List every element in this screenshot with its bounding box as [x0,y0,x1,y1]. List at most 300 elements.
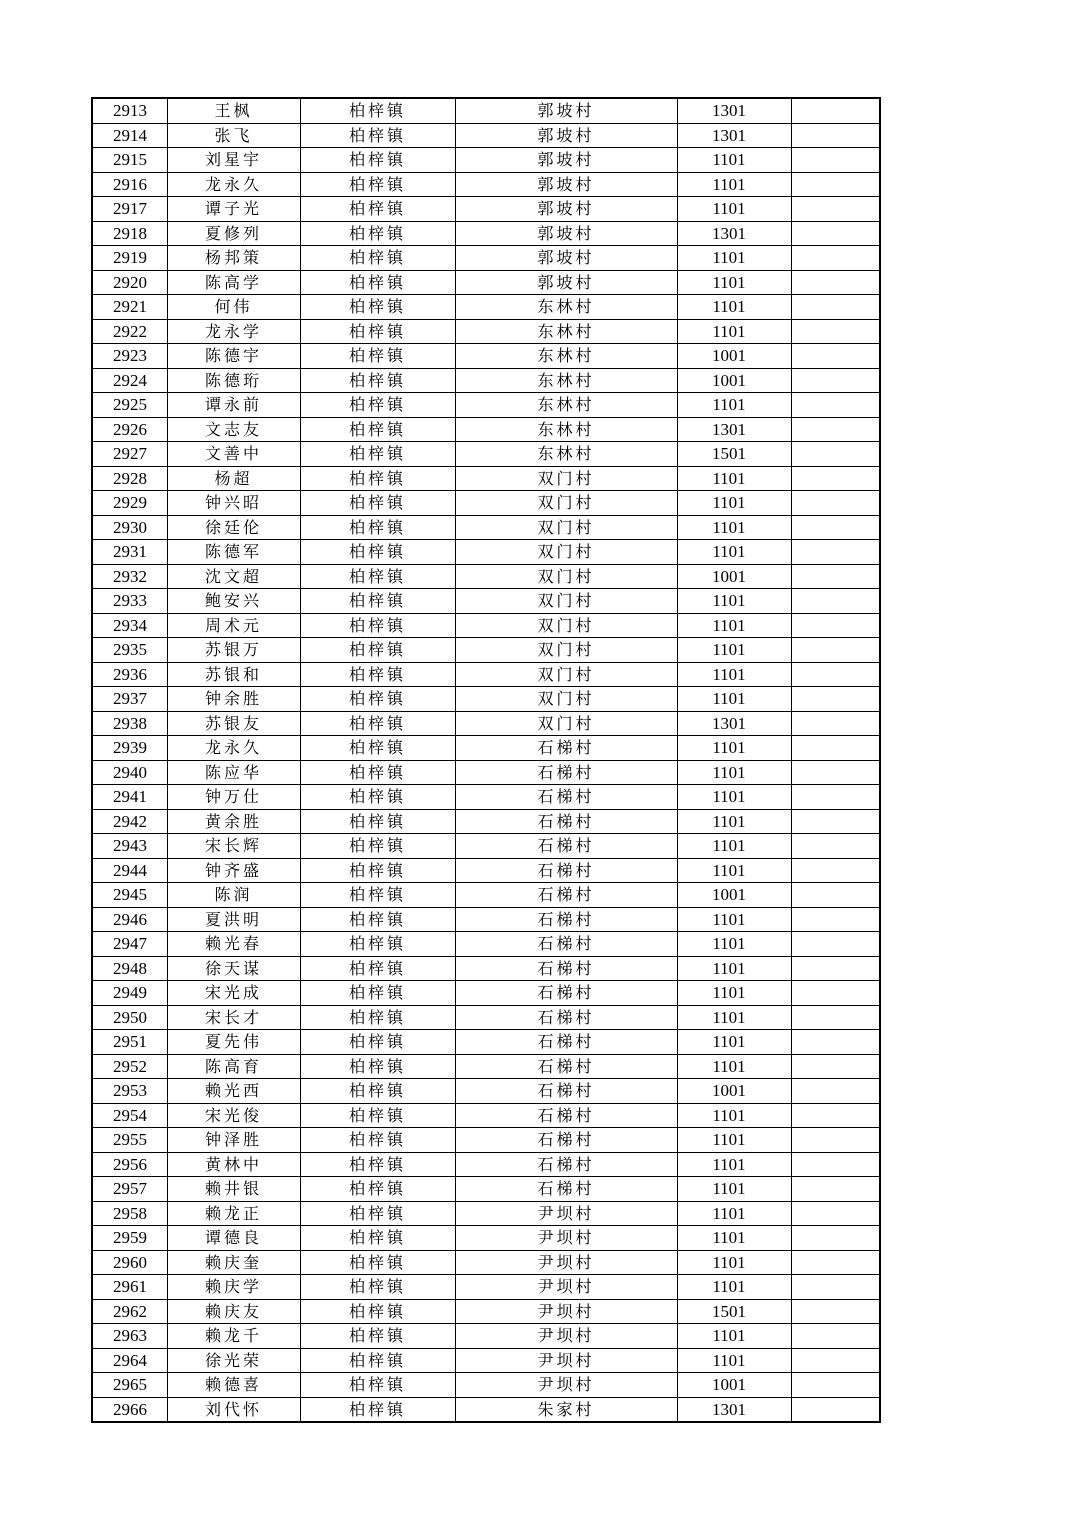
village-cell: 东林村 [455,368,677,393]
note-cell [791,197,880,222]
table-row [92,1103,880,1128]
table-row [92,270,880,295]
row-number-cell: 2919 [92,246,167,271]
town-cell: 柏梓镇 [300,491,455,516]
village-cell: 石梯村 [455,736,677,761]
person-name-cell: 苏银友 [167,711,300,736]
village-cell: 双门村 [455,515,677,540]
note-cell [791,736,880,761]
table-row [92,1373,880,1398]
village-cell: 双门村 [455,711,677,736]
note-cell [791,540,880,565]
row-number-cell: 2957 [92,1177,167,1202]
table-row [92,1005,880,1030]
row-number-cell: 2926 [92,417,167,442]
town-cell: 柏梓镇 [300,687,455,712]
table-row [92,1030,880,1055]
note-cell [791,1079,880,1104]
village-cell: 石梯村 [455,1054,677,1079]
row-number-cell: 2963 [92,1324,167,1349]
town-cell: 柏梓镇 [300,785,455,810]
village-cell: 石梯村 [455,834,677,859]
code-cell: 1001 [677,1373,791,1398]
note-cell [791,1103,880,1128]
village-cell: 尹坝村 [455,1250,677,1275]
town-cell: 柏梓镇 [300,981,455,1006]
village-cell: 东林村 [455,417,677,442]
village-cell: 石梯村 [455,1030,677,1055]
village-cell: 东林村 [455,442,677,467]
village-cell: 郭坡村 [455,197,677,222]
town-cell: 柏梓镇 [300,442,455,467]
table-row [92,662,880,687]
row-number-cell: 2920 [92,270,167,295]
person-name-cell: 宋光俊 [167,1103,300,1128]
village-cell: 双门村 [455,662,677,687]
code-cell: 1301 [677,417,791,442]
village-cell: 郭坡村 [455,98,677,123]
note-cell [791,344,880,369]
row-number-cell: 2930 [92,515,167,540]
row-number-cell: 2951 [92,1030,167,1055]
row-number-cell: 2944 [92,858,167,883]
row-number-cell: 2939 [92,736,167,761]
person-name-cell: 赖庆学 [167,1275,300,1300]
row-number-cell: 2945 [92,883,167,908]
code-cell: 1101 [677,687,791,712]
table-row [92,613,880,638]
note-cell [791,319,880,344]
person-name-cell: 夏洪明 [167,907,300,932]
person-name-cell: 赖龙正 [167,1201,300,1226]
code-cell: 1101 [677,932,791,957]
code-cell: 1001 [677,368,791,393]
table-row [92,540,880,565]
town-cell: 柏梓镇 [300,834,455,859]
village-cell: 尹坝村 [455,1324,677,1349]
row-number-cell: 2935 [92,638,167,663]
person-name-cell: 钟齐盛 [167,858,300,883]
code-cell: 1101 [677,785,791,810]
row-number-cell: 2937 [92,687,167,712]
town-cell: 柏梓镇 [300,1324,455,1349]
code-cell: 1101 [677,1177,791,1202]
table-row [92,589,880,614]
person-name-cell: 宋长才 [167,1005,300,1030]
row-number-cell: 2923 [92,344,167,369]
village-cell: 石梯村 [455,883,677,908]
table-row [92,172,880,197]
row-number-cell: 2938 [92,711,167,736]
code-cell: 1101 [677,1324,791,1349]
person-name-cell: 陈德宇 [167,344,300,369]
town-cell: 柏梓镇 [300,613,455,638]
note-cell [791,1177,880,1202]
table-row [92,1397,880,1422]
note-cell [791,1348,880,1373]
person-name-cell: 夏修列 [167,221,300,246]
note-cell [791,809,880,834]
table-row [92,711,880,736]
town-cell: 柏梓镇 [300,1373,455,1398]
code-cell: 1101 [677,1250,791,1275]
row-number-cell: 2927 [92,442,167,467]
table-row [92,442,880,467]
town-cell: 柏梓镇 [300,393,455,418]
town-cell: 柏梓镇 [300,589,455,614]
row-number-cell: 2961 [92,1275,167,1300]
village-cell: 石梯村 [455,1103,677,1128]
row-number-cell: 2966 [92,1397,167,1422]
town-cell: 柏梓镇 [300,1226,455,1251]
code-cell: 1101 [677,172,791,197]
row-number-cell: 2965 [92,1373,167,1398]
code-cell: 1101 [677,907,791,932]
note-cell [791,1226,880,1251]
person-name-cell: 龙永久 [167,172,300,197]
person-name-cell: 宋光成 [167,981,300,1006]
row-number-cell: 2931 [92,540,167,565]
town-cell: 柏梓镇 [300,466,455,491]
code-cell: 1101 [677,589,791,614]
person-name-cell: 陈润 [167,883,300,908]
person-name-cell: 陈德珩 [167,368,300,393]
row-number-cell: 2962 [92,1299,167,1324]
person-name-cell: 张飞 [167,123,300,148]
note-cell [791,172,880,197]
table-row [92,1177,880,1202]
code-cell: 1101 [677,1128,791,1153]
code-cell: 1001 [677,564,791,589]
row-number-cell: 2954 [92,1103,167,1128]
table-row [92,123,880,148]
table-row [92,1226,880,1251]
note-cell [791,1299,880,1324]
row-number-cell: 2933 [92,589,167,614]
table-row [92,1128,880,1153]
village-cell: 东林村 [455,393,677,418]
code-cell: 1101 [677,1226,791,1251]
code-cell: 1101 [677,809,791,834]
person-name-cell: 谭永前 [167,393,300,418]
note-cell [791,442,880,467]
table-row [92,344,880,369]
town-cell: 柏梓镇 [300,1054,455,1079]
note-cell [791,148,880,173]
note-cell [791,760,880,785]
note-cell [791,907,880,932]
person-name-cell: 赖光春 [167,932,300,957]
row-number-cell: 2924 [92,368,167,393]
code-cell: 1501 [677,442,791,467]
code-cell: 1101 [677,540,791,565]
note-cell [791,1201,880,1226]
town-cell: 柏梓镇 [300,932,455,957]
town-cell: 柏梓镇 [300,907,455,932]
town-cell: 柏梓镇 [300,1177,455,1202]
town-cell: 柏梓镇 [300,1275,455,1300]
code-cell: 1101 [677,1275,791,1300]
note-cell [791,564,880,589]
row-number-cell: 2955 [92,1128,167,1153]
village-cell: 郭坡村 [455,221,677,246]
person-name-cell: 钟兴昭 [167,491,300,516]
table-row [92,858,880,883]
town-cell: 柏梓镇 [300,1005,455,1030]
note-cell [791,1152,880,1177]
row-number-cell: 2946 [92,907,167,932]
table-row [92,785,880,810]
town-cell: 柏梓镇 [300,809,455,834]
person-name-cell: 谭子光 [167,197,300,222]
table-row [92,1324,880,1349]
code-cell: 1101 [677,638,791,663]
table-row [92,98,880,123]
table-row [92,1079,880,1104]
table-row [92,1275,880,1300]
row-number-cell: 2917 [92,197,167,222]
village-cell: 尹坝村 [455,1226,677,1251]
village-cell: 石梯村 [455,858,677,883]
village-cell: 石梯村 [455,1177,677,1202]
village-cell: 石梯村 [455,956,677,981]
row-number-cell: 2936 [92,662,167,687]
note-cell [791,1275,880,1300]
person-name-cell: 赖光西 [167,1079,300,1104]
row-number-cell: 2940 [92,760,167,785]
table-row [92,1054,880,1079]
note-cell [791,515,880,540]
table-row [92,809,880,834]
row-number-cell: 2929 [92,491,167,516]
roster-body [92,98,880,1422]
village-cell: 郭坡村 [455,148,677,173]
person-name-cell: 杨超 [167,466,300,491]
note-cell [791,1005,880,1030]
person-name-cell: 文志友 [167,417,300,442]
person-name-cell: 杨邦策 [167,246,300,271]
town-cell: 柏梓镇 [300,1250,455,1275]
row-number-cell: 2921 [92,295,167,320]
row-number-cell: 2915 [92,148,167,173]
table-row [92,466,880,491]
person-name-cell: 龙永久 [167,736,300,761]
code-cell: 1101 [677,736,791,761]
code-cell: 1101 [677,613,791,638]
code-cell: 1001 [677,883,791,908]
note-cell [791,270,880,295]
code-cell: 1101 [677,466,791,491]
town-cell: 柏梓镇 [300,172,455,197]
village-cell: 东林村 [455,295,677,320]
village-cell: 双门村 [455,638,677,663]
row-number-cell: 2948 [92,956,167,981]
person-name-cell: 宋长辉 [167,834,300,859]
town-cell: 柏梓镇 [300,883,455,908]
note-cell [791,711,880,736]
town-cell: 柏梓镇 [300,858,455,883]
village-cell: 石梯村 [455,981,677,1006]
table-row [92,1299,880,1324]
town-cell: 柏梓镇 [300,319,455,344]
village-cell: 石梯村 [455,907,677,932]
note-cell [791,1324,880,1349]
row-number-cell: 2918 [92,221,167,246]
row-number-cell: 2925 [92,393,167,418]
village-cell: 石梯村 [455,1005,677,1030]
code-cell: 1101 [677,197,791,222]
code-cell: 1101 [677,834,791,859]
table-row [92,956,880,981]
town-cell: 柏梓镇 [300,564,455,589]
row-number-cell: 2964 [92,1348,167,1373]
person-name-cell: 赖庆友 [167,1299,300,1324]
town-cell: 柏梓镇 [300,197,455,222]
village-cell: 石梯村 [455,809,677,834]
table-row [92,932,880,957]
code-cell: 1101 [677,956,791,981]
town-cell: 柏梓镇 [300,662,455,687]
row-number-cell: 2916 [92,172,167,197]
town-cell: 柏梓镇 [300,956,455,981]
village-cell: 双门村 [455,466,677,491]
table-row [92,736,880,761]
table-row [92,368,880,393]
person-name-cell: 何伟 [167,295,300,320]
note-cell [791,1250,880,1275]
town-cell: 柏梓镇 [300,1299,455,1324]
village-cell: 双门村 [455,491,677,516]
row-number-cell: 2914 [92,123,167,148]
table-row [92,883,880,908]
town-cell: 柏梓镇 [300,1128,455,1153]
village-cell: 尹坝村 [455,1201,677,1226]
person-name-cell: 谭德良 [167,1226,300,1251]
village-cell: 尹坝村 [455,1275,677,1300]
person-name-cell: 周术元 [167,613,300,638]
note-cell [791,1054,880,1079]
town-cell: 柏梓镇 [300,1103,455,1128]
note-cell [791,589,880,614]
code-cell: 1101 [677,1005,791,1030]
person-name-cell: 苏银万 [167,638,300,663]
person-name-cell: 夏先伟 [167,1030,300,1055]
note-cell [791,785,880,810]
village-cell: 朱家村 [455,1397,677,1422]
code-cell: 1301 [677,1397,791,1422]
code-cell: 1101 [677,1030,791,1055]
person-name-cell: 陈德军 [167,540,300,565]
person-name-cell: 沈文超 [167,564,300,589]
note-cell [791,932,880,957]
table-row [92,1201,880,1226]
code-cell: 1301 [677,221,791,246]
village-cell: 郭坡村 [455,123,677,148]
row-number-cell: 2943 [92,834,167,859]
note-cell [791,295,880,320]
row-number-cell: 2941 [92,785,167,810]
town-cell: 柏梓镇 [300,1348,455,1373]
note-cell [791,662,880,687]
village-cell: 郭坡村 [455,246,677,271]
code-cell: 1101 [677,393,791,418]
town-cell: 柏梓镇 [300,711,455,736]
table-row [92,907,880,932]
code-cell: 1101 [677,491,791,516]
row-number-cell: 2952 [92,1054,167,1079]
village-cell: 双门村 [455,687,677,712]
village-cell: 郭坡村 [455,172,677,197]
note-cell [791,1128,880,1153]
code-cell: 1301 [677,98,791,123]
village-cell: 石梯村 [455,1152,677,1177]
row-number-cell: 2958 [92,1201,167,1226]
table-row [92,295,880,320]
note-cell [791,491,880,516]
code-cell: 1101 [677,1152,791,1177]
village-cell: 尹坝村 [455,1348,677,1373]
code-cell: 1001 [677,344,791,369]
note-cell [791,466,880,491]
town-cell: 柏梓镇 [300,1152,455,1177]
person-name-cell: 黄林中 [167,1152,300,1177]
row-number-cell: 2953 [92,1079,167,1104]
code-cell: 1101 [677,515,791,540]
row-number-cell: 2928 [92,466,167,491]
town-cell: 柏梓镇 [300,1079,455,1104]
code-cell: 1301 [677,123,791,148]
town-cell: 柏梓镇 [300,344,455,369]
town-cell: 柏梓镇 [300,1030,455,1055]
roster-table [91,97,881,1423]
code-cell: 1101 [677,858,791,883]
town-cell: 柏梓镇 [300,760,455,785]
village-cell: 石梯村 [455,1079,677,1104]
row-number-cell: 2922 [92,319,167,344]
person-name-cell: 苏银和 [167,662,300,687]
person-name-cell: 徐光荣 [167,1348,300,1373]
note-cell [791,221,880,246]
village-cell: 双门村 [455,564,677,589]
note-cell [791,123,880,148]
note-cell [791,1030,880,1055]
note-cell [791,858,880,883]
person-name-cell: 钟泽胜 [167,1128,300,1153]
person-name-cell: 钟万仕 [167,785,300,810]
table-row [92,417,880,442]
town-cell: 柏梓镇 [300,1201,455,1226]
row-number-cell: 2913 [92,98,167,123]
table-row [92,687,880,712]
person-name-cell: 徐天谋 [167,956,300,981]
person-name-cell: 陈应华 [167,760,300,785]
village-cell: 东林村 [455,344,677,369]
code-cell: 1101 [677,1103,791,1128]
town-cell: 柏梓镇 [300,368,455,393]
town-cell: 柏梓镇 [300,123,455,148]
note-cell [791,98,880,123]
table-row [92,491,880,516]
code-cell: 1101 [677,1201,791,1226]
village-cell: 双门村 [455,613,677,638]
town-cell: 柏梓镇 [300,246,455,271]
village-cell: 石梯村 [455,1128,677,1153]
table-row [92,638,880,663]
person-name-cell: 徐廷伦 [167,515,300,540]
row-number-cell: 2949 [92,981,167,1006]
note-cell [791,883,880,908]
table-row [92,393,880,418]
